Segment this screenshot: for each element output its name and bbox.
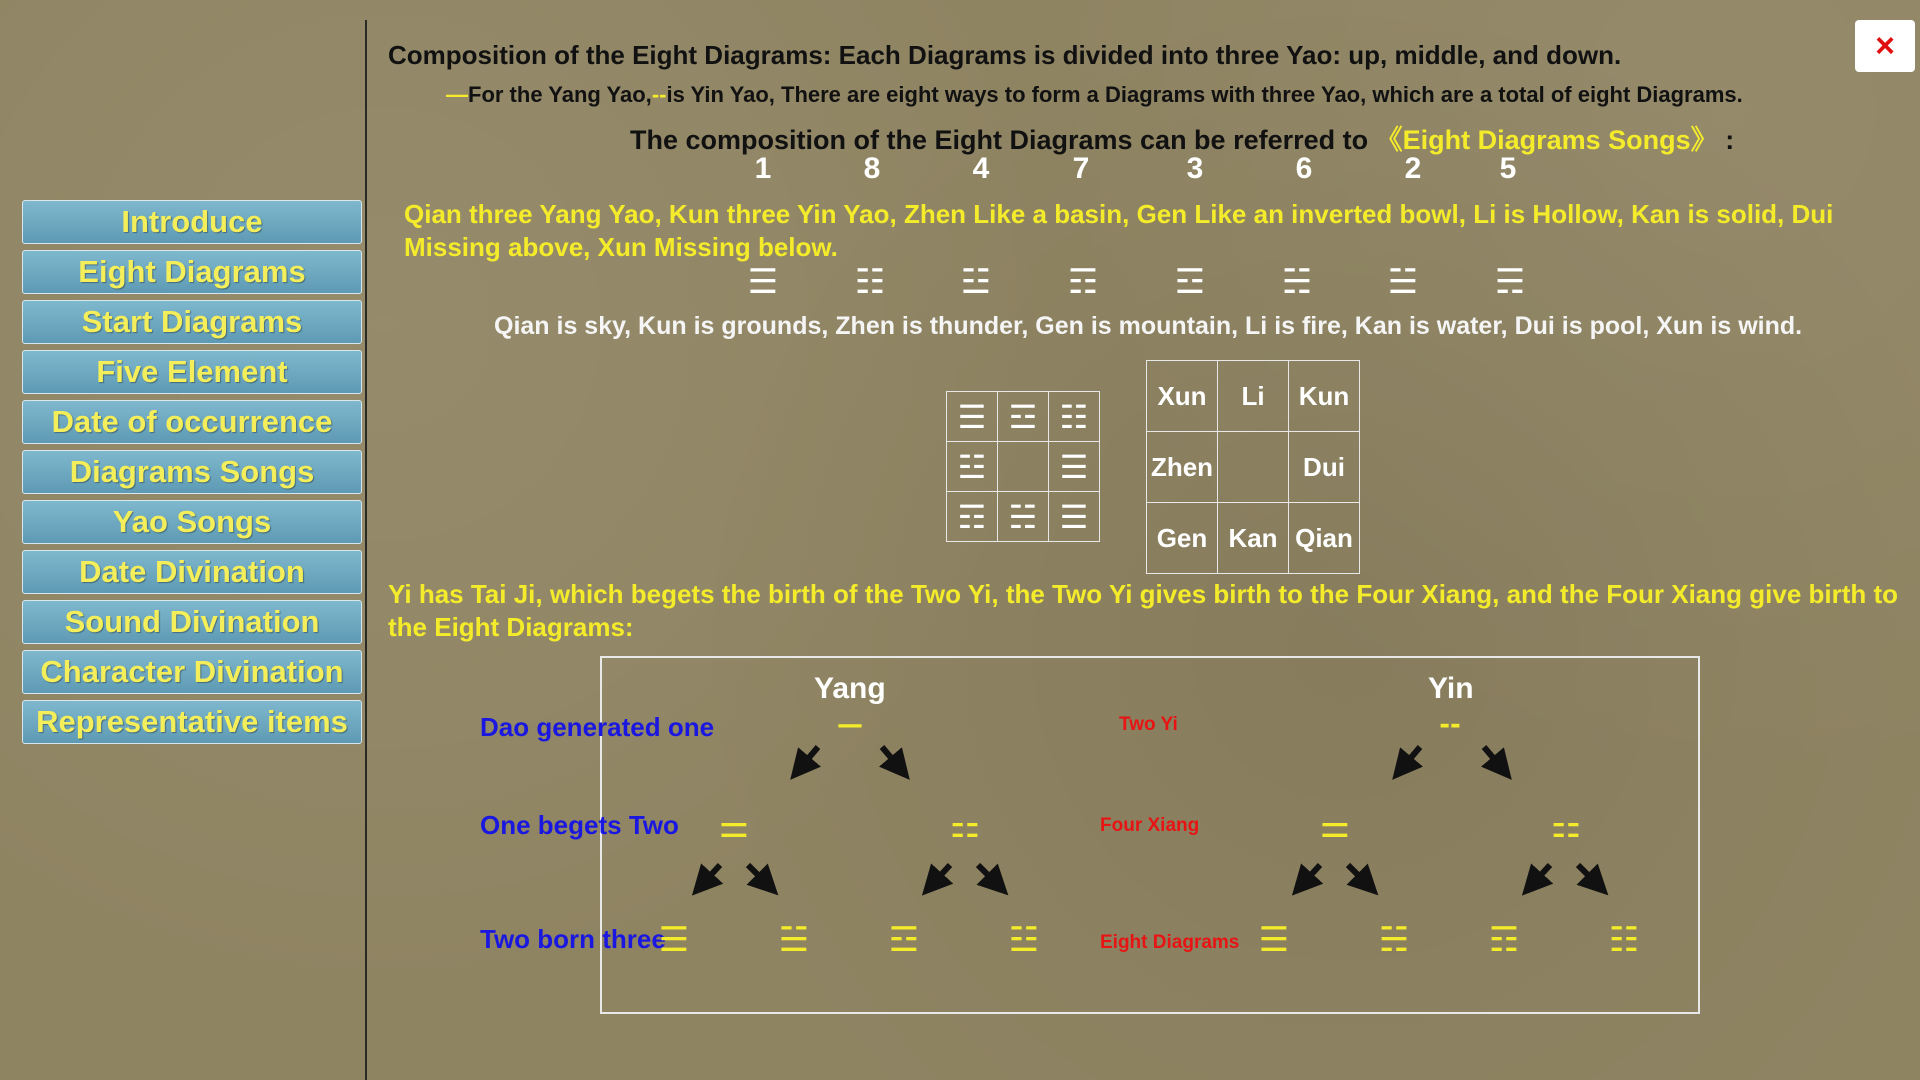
eight-diagram-symbol: ☳: [1008, 920, 1040, 960]
menu-item-yao-songs[interactable]: Yao Songs: [22, 500, 362, 544]
close-icon: ×: [1875, 27, 1895, 65]
eight-diagram-symbol: ☶: [1488, 920, 1520, 960]
grid-cell: Gen: [1147, 503, 1218, 574]
menu-item-introduce[interactable]: Introduce: [22, 200, 362, 244]
trigram-number: 3: [1186, 152, 1204, 185]
arrow-down-right-icon: [1484, 747, 1506, 773]
row-label-two-born-three: Two born three: [480, 924, 666, 954]
trigram-nature: Qian is sky, Kun is grounds, Zhen is thunder, Gen is mountain, Li is fire, Kan is water, Dui is pool, Xun is wind.: [494, 312, 1803, 340]
grid-cell: Xun: [1147, 361, 1218, 432]
arrow-down-left-icon: [1298, 865, 1320, 889]
grid-cell: ☳: [947, 442, 998, 492]
trigram-number: 1: [754, 152, 772, 185]
grid-cell: ☰: [1049, 442, 1100, 492]
menu-item-character-divination[interactable]: Character Divination: [22, 650, 362, 694]
menu-item-eight-diagrams[interactable]: Eight Diagrams: [22, 250, 362, 294]
grid-cell: Kun: [1289, 361, 1360, 432]
arrow-down-right-icon: [748, 865, 772, 889]
two-yi-yang-symbol: —: [837, 710, 863, 740]
grid-cell: Zhen: [1147, 432, 1218, 503]
menu-item-sound-divination[interactable]: Sound Divination: [22, 600, 362, 644]
two-yi-yin-symbol: --: [1439, 710, 1461, 740]
menu-item-representative-items[interactable]: Representative items: [22, 700, 362, 744]
taiji-description: Yi has Tai Ji, which begets the birth of the Two Yi, the Two Yi gives birth to the Four Xiang, and the Four Xiang give birth to the Eight Diagrams:: [388, 579, 1899, 642]
trigram-number: 2: [1404, 152, 1422, 185]
trigram-zhen-icon: ☳: [960, 262, 992, 302]
trigram-kun-icon: ☷: [854, 262, 886, 302]
stage-label-eight-diagrams: Eight Diagrams: [1100, 932, 1240, 953]
grid-cell: ☶: [947, 492, 998, 542]
trigram-number: 5: [1499, 152, 1517, 185]
row-label-one-begets-two: One begets Two: [480, 810, 679, 840]
trigram-number: 6: [1295, 152, 1313, 185]
grid-cell: ☷: [1049, 392, 1100, 442]
four-xiang-symbol: ⚏: [949, 806, 981, 846]
arrow-down-left-icon: [928, 865, 950, 889]
arrow-down-left-icon: [1528, 865, 1550, 889]
songs-link[interactable]: 《Eight Diagrams Songs》: [1375, 125, 1718, 155]
yang-yao-symbol: —: [446, 82, 468, 107]
four-xiang-symbol: ⚌: [718, 806, 750, 846]
trigram-number: 7: [1072, 152, 1090, 185]
yin-heading: Yin: [1428, 672, 1474, 705]
songs-reference-text: The composition of the Eight Diagrams can be referred to: [630, 125, 1376, 155]
menu-item-date-divination[interactable]: Date Divination: [22, 550, 362, 594]
grid-cell: ☰: [1049, 492, 1100, 542]
trigram-kan-icon: ☵: [1281, 262, 1313, 302]
trigram-xun-icon: ☴: [1494, 262, 1526, 302]
grid-cell: Dui: [1289, 432, 1360, 503]
yin-yao-text: is Yin Yao, There are eight ways to form a Diagrams with three Yao, which are a total of eight Diagrams.: [666, 82, 1743, 107]
arrow-down-left-icon: [1398, 747, 1420, 773]
songs-reference-colon: :: [1717, 125, 1735, 155]
menu-item-date-of-occurrence[interactable]: Date of occurrence: [22, 400, 362, 444]
arrow-down-right-icon: [882, 747, 904, 773]
menu-item-start-diagrams[interactable]: Start Diagrams: [22, 300, 362, 344]
row-label-dao: Dao generated one: [480, 712, 715, 742]
yang-yao-text: For the Yang Yao,: [468, 82, 652, 107]
four-xiang-symbol: ⚌: [1319, 806, 1351, 846]
menu-item-five-element[interactable]: Five Element: [22, 350, 362, 394]
stage-label-four-xiang: Four Xiang: [1100, 815, 1200, 836]
trigram-dui-icon: ☱: [1387, 262, 1419, 302]
four-xiang-symbol: ⚏: [1550, 806, 1582, 846]
grid-cell: ☲: [998, 392, 1049, 442]
eight-diagram-symbol: ☲: [888, 920, 920, 960]
trigram-li-icon: ☲: [1174, 262, 1206, 302]
composition-heading: Composition of the Eight Diagrams: Each Diagrams is divided into three Yao: up, middle, and down.: [388, 40, 1622, 70]
grid-cell: Li: [1218, 361, 1289, 432]
menu-item-diagrams-songs[interactable]: Diagrams Songs: [22, 450, 362, 494]
trigram-number: 8: [863, 152, 881, 185]
grid-cell: Kan: [1218, 503, 1289, 574]
trigram-qian-icon: ☰: [747, 262, 779, 302]
eight-diagram-symbol: ☰: [658, 920, 690, 960]
eight-diagram-symbol: ☱: [778, 920, 810, 960]
eight-diagram-symbol: ☵: [1378, 920, 1410, 960]
trigram-gen-icon: ☶: [1067, 262, 1099, 302]
eight-diagram-symbol: ☷: [1608, 920, 1640, 960]
arrow-down-right-icon: [1578, 865, 1602, 889]
arrow-down-right-icon: [1348, 865, 1372, 889]
yin-yao-symbol: --: [651, 82, 667, 107]
yang-heading: Yang: [814, 672, 886, 705]
trigram-number: 4: [972, 152, 990, 185]
stage-label-two-yi: Two Yi: [1119, 714, 1178, 735]
eight-diagrams-song: Qian three Yang Yao, Kun three Yin Yao, Zhen Like a basin, Gen Like an inverted bowl, Li is Hollow, Kan is solid, Dui Missing above, Xun Missing below.: [404, 199, 1834, 262]
grid-cell: Qian: [1289, 503, 1360, 574]
eight-diagram-symbol: ☰: [1258, 920, 1290, 960]
arrow-down-left-icon: [698, 865, 720, 889]
grid-cell: ☰: [947, 392, 998, 442]
arrow-down-right-icon: [978, 865, 1002, 889]
grid-cell: ☵: [998, 492, 1049, 542]
arrow-down-left-icon: [796, 747, 818, 773]
